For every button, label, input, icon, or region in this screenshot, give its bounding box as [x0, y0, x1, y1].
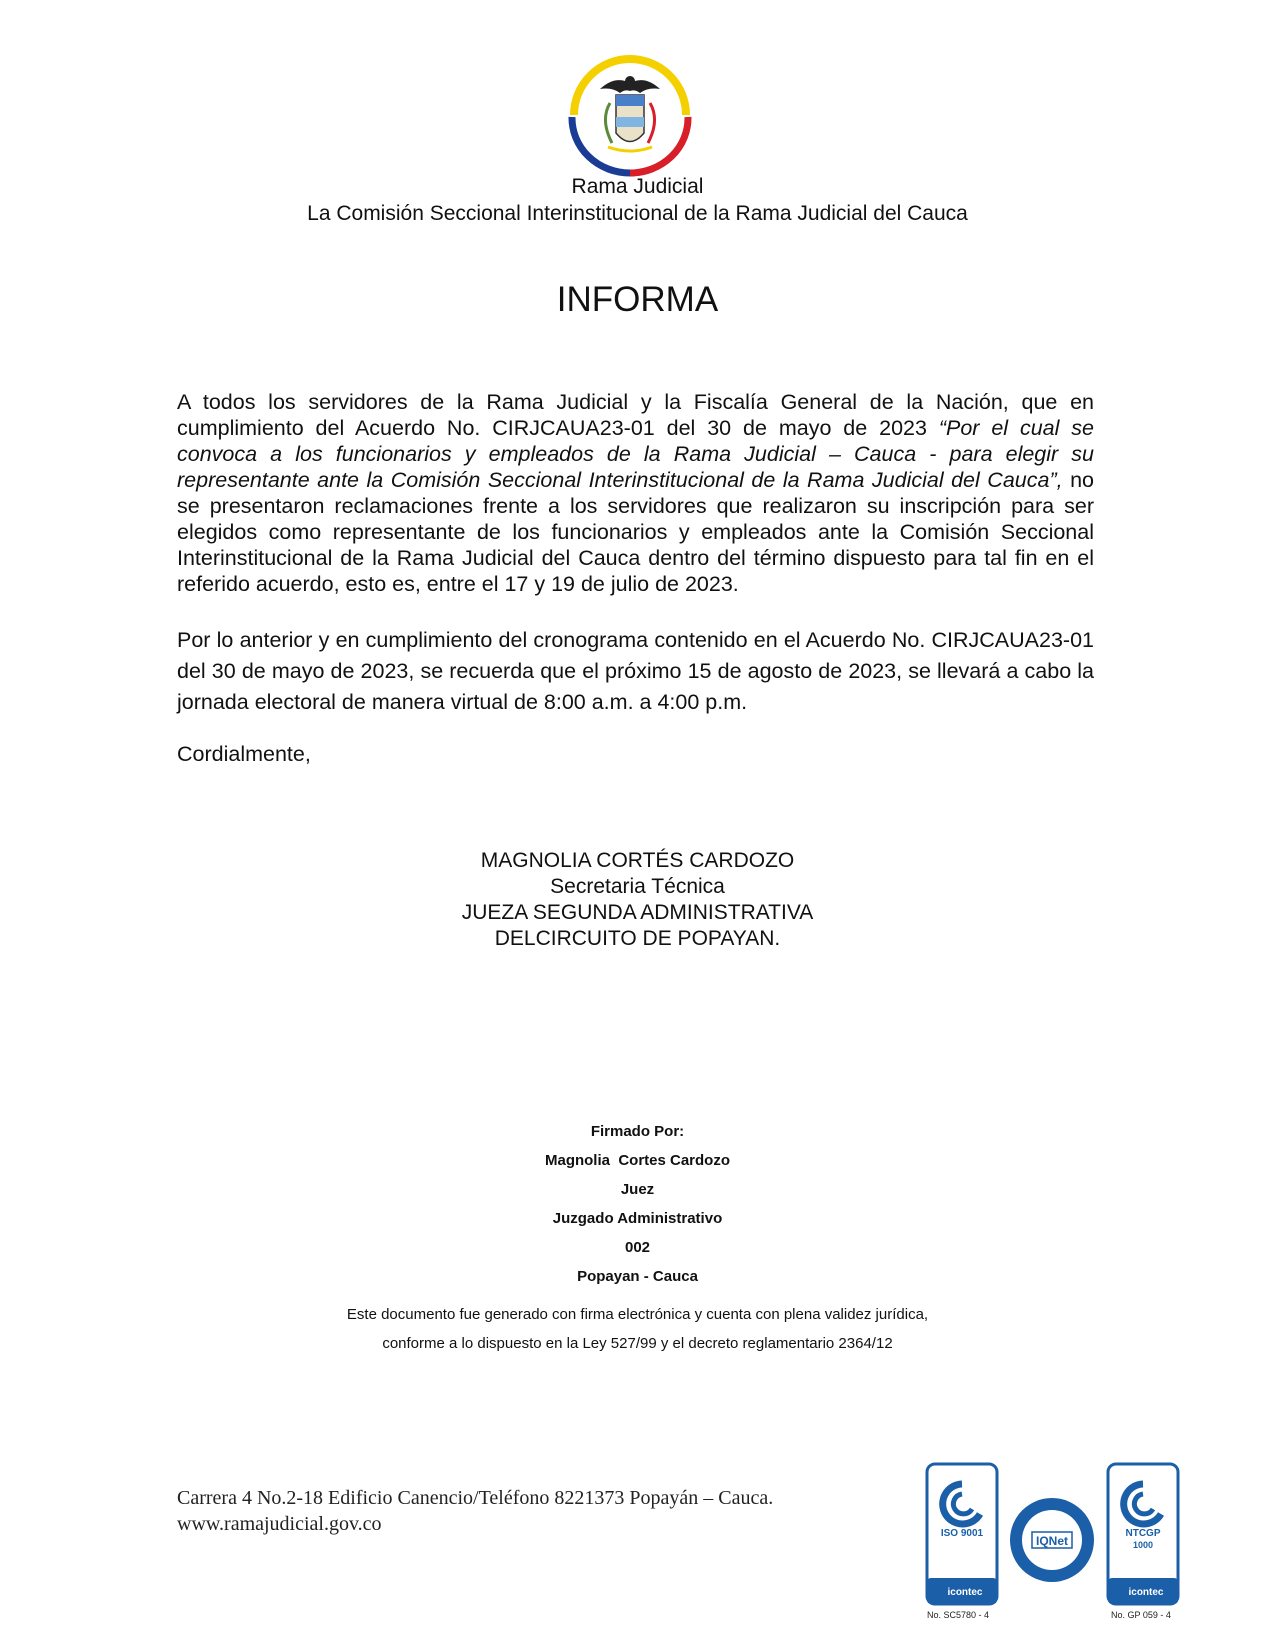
- esig-number: 002: [624, 1239, 651, 1256]
- paragraph-1-quote: “Por el cual se convoca a los funcionarios y empleados de la Rama Judicial – Cauca - para elegir su representante ante la Comisión Seccional Interinstitucional de la Rama Judicial del Cauca”,: [177, 416, 1094, 492]
- ntcgp-sub: 1000: [1132, 1540, 1154, 1550]
- footer: [177, 1485, 773, 1537]
- ntcgp-label: NTCGP: [1125, 1528, 1161, 1539]
- iqnet-badge: [1010, 1498, 1094, 1582]
- electronic-signature-block: [0, 1117, 1275, 1291]
- ntcgp-number: No. GP 059 - 4: [1111, 1610, 1171, 1620]
- iso-label: ISO 9001: [940, 1528, 984, 1539]
- signer-position-1: JUEZA SEGUNDA ADMINISTRATIVA: [461, 901, 814, 924]
- paragraph-2: Por lo anterior y en cumplimiento del cronograma contenido en el Acuerdo No. CIRJCAUA23-01 del 30 de mayo de 2023, se recuerda que el próximo 15 de agosto de 2023, se llevará a cabo la jornada electoral de manera virtual de 8:00 a.m. a 4:00 p.m.: [177, 628, 1094, 714]
- iso-icontec: icontec: [947, 1587, 983, 1598]
- ntcgp-1000-badge: [1108, 1464, 1178, 1620]
- signer-name: MAGNOLIA CORTÉS CARDOZO: [480, 849, 795, 872]
- esig-role: Juez: [620, 1181, 655, 1198]
- esig-city: Popayan - Cauca: [577, 1268, 698, 1285]
- ntcgp-icontec: icontec: [1128, 1587, 1164, 1598]
- iqnet-label: IQNet: [1035, 1534, 1069, 1548]
- esig-name: Magnolia Cortes Cardozo: [544, 1152, 731, 1169]
- coat-of-arms-logo: [560, 55, 700, 180]
- legal-notice: [0, 1300, 1275, 1358]
- legal-line-2: conforme a lo dispuesto en la Ley 527/99 y el decreto reglamentario 2364/12: [382, 1335, 893, 1352]
- esig-office: Juzgado Administrativo: [552, 1210, 723, 1227]
- paragraph-1: [177, 389, 1094, 597]
- iso-number: No. SC5780 - 4: [927, 1610, 990, 1620]
- signer-role: Secretaria Técnica: [550, 875, 725, 898]
- signer-position-2: DELCIRCUITO DE POPAYAN.: [494, 927, 781, 950]
- paragraph-1-part-a: A todos los servidores de la Rama Judicial y la Fiscalía General de la Nación, que en cumplimiento del Acuerdo No. CIRJCAUA23-01 del 30 de mayo de 2023: [177, 390, 1094, 440]
- footer-address: Carrera 4 No.2-18 Edificio Canencio/Teléfono 8221373 Popayán – Cauca.: [177, 1487, 774, 1509]
- header-line-1: Rama Judicial: [571, 175, 704, 198]
- signature-block: [0, 848, 1275, 952]
- paragraph-1-part-b: no se presentaron reclamaciones frente a los servidores que realizaron su inscripción para ser elegidos como representante de los funcionarios y empleados ante la Comisión Seccional Interinstitucional de la Rama Judicial del Cauca dentro del término dispuesto para tal fin en el referido acuerdo, esto es, entre el 17 y 19 de julio de 2023.: [177, 468, 1094, 596]
- closing: Cordialmente,: [177, 742, 311, 766]
- certification-badges: [925, 1462, 1180, 1622]
- header-line-2: La Comisión Seccional Interinstitucional de la Rama Judicial del Cauca: [307, 202, 968, 225]
- iso-9001-badge: [927, 1464, 997, 1620]
- esig-label: Firmado Por:: [590, 1123, 685, 1140]
- document-title: INFORMA: [556, 280, 719, 319]
- legal-line-1: Este documento fue generado con firma electrónica y cuenta con plena validez jurídica,: [346, 1306, 929, 1323]
- footer-website: www.ramajudicial.gov.co: [177, 1513, 382, 1535]
